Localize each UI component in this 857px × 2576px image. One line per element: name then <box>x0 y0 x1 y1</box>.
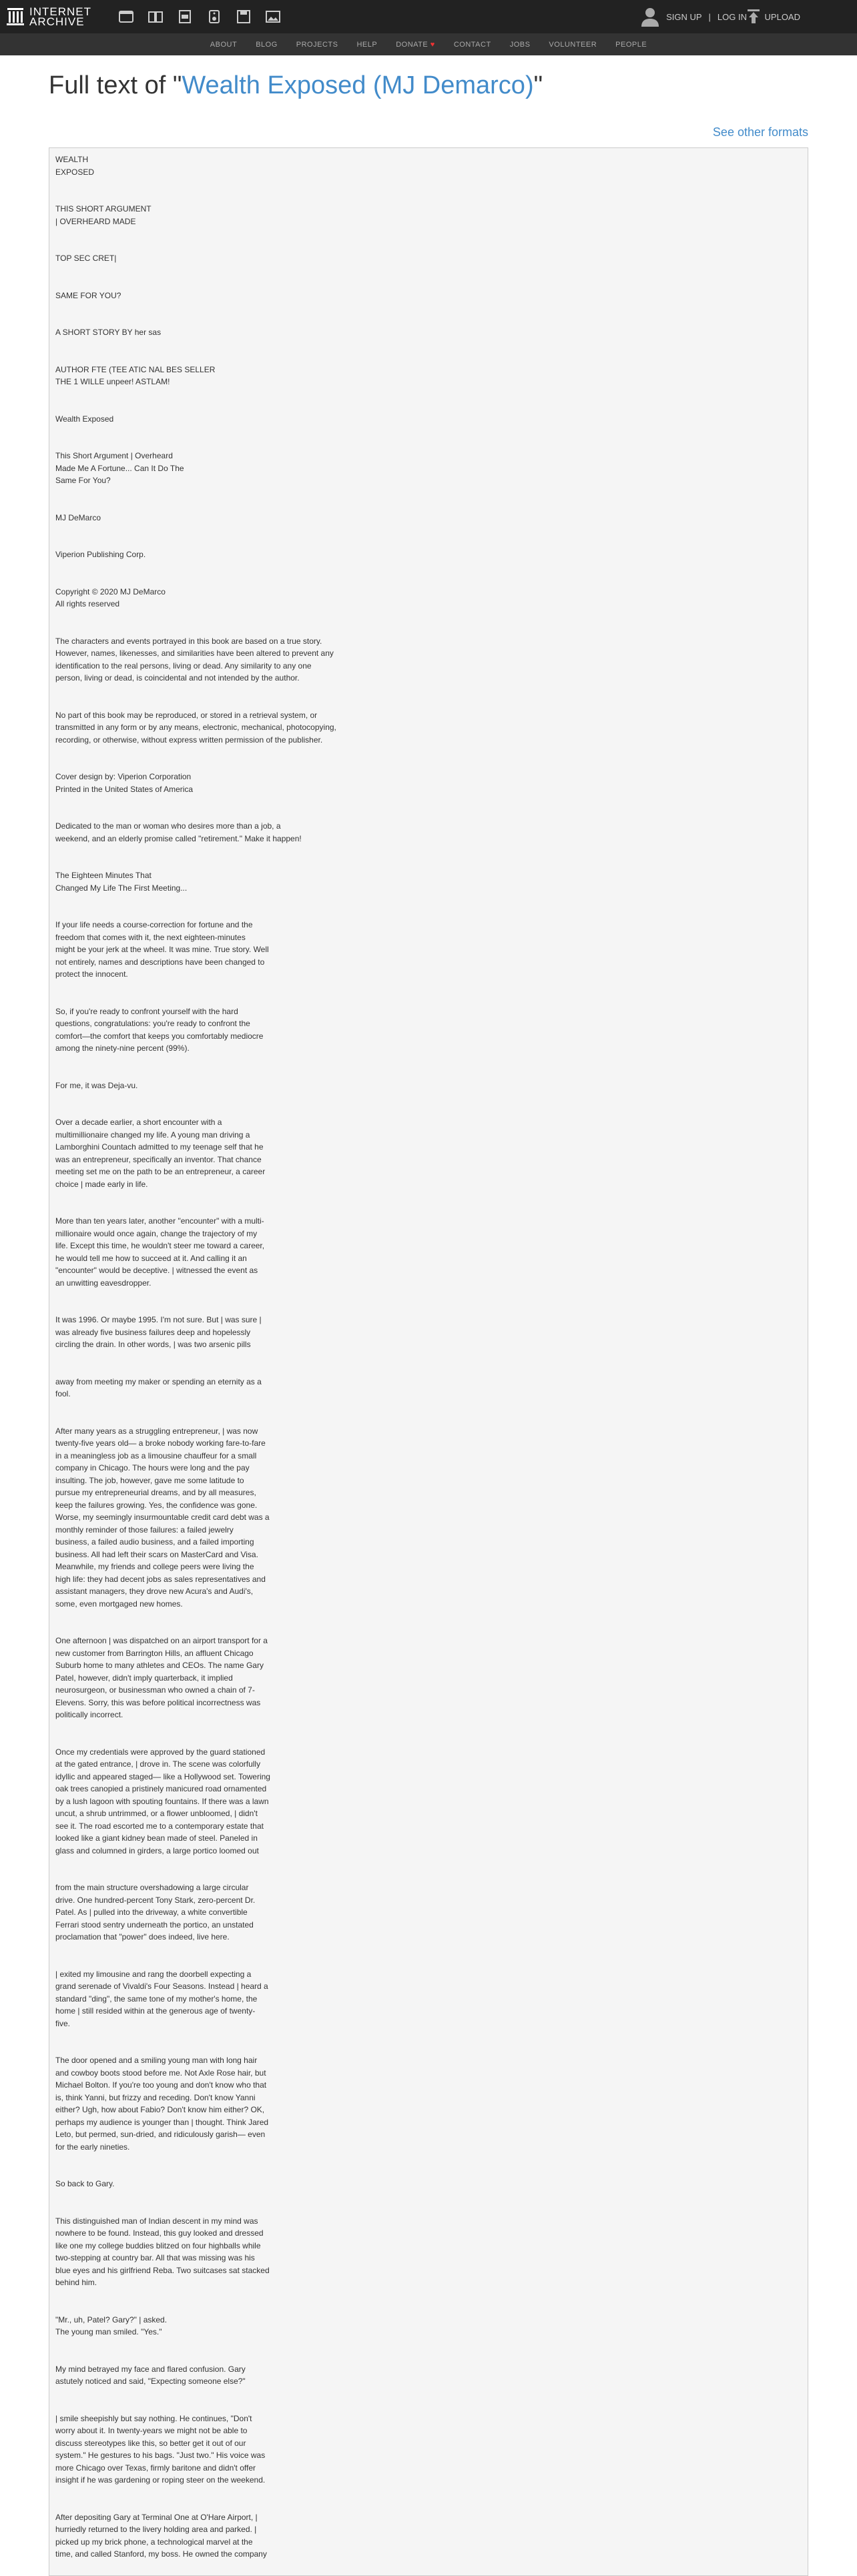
text-paragraph: TOP SEC CRET| <box>55 254 117 263</box>
nav-about[interactable]: ABOUT <box>210 40 238 49</box>
nav-donate[interactable] <box>396 41 435 49</box>
user-area <box>641 0 747 33</box>
text-paragraph: away from meeting my maker or spending an eternity as a fool. <box>55 1376 262 1398</box>
text-paragraph: If your life needs a course-correction for fortune and the freedom that comes with it, the next eighteen-minutes might be your jerk at the wheel. It was mine. True story. Well not entirely, names and descriptions have been changed to protect the innocent. <box>55 920 269 979</box>
text-paragraph: Copyright © 2020 MJ DeMarco All rights reserved <box>55 586 166 608</box>
nav-help[interactable]: HELP <box>356 40 378 49</box>
text-paragraph: For me, it was Deja-vu. <box>55 1080 138 1090</box>
full-text-box <box>49 147 808 2576</box>
text-paragraph: | smile sheepishly but say nothing. He continues, "Don't worry about it. In twenty-years we might not be able to discuss stereotypes like this, so better get it out of our system." He gestures to his bags. "Just two." His voice was more Chicago over Texas, firmly baritone and didn't offer insight if he was gardening or roping steer on the weekend. <box>55 2413 266 2485</box>
text-paragraph: After depositing Gary at Terminal One at O'Hare Airport, | hurriedly returned to the livery holding area and parked. | picked up my brick phone, a technological marvel at the time, and called Stanford, my boss. He owned the company <box>55 2512 267 2559</box>
signup-link[interactable]: SIGN UP <box>666 11 702 22</box>
login-link[interactable]: LOG IN <box>717 11 747 22</box>
upload-icon <box>748 9 760 24</box>
text-paragraph: Wealth Exposed <box>55 414 114 424</box>
nav-donate-label: DONATE <box>396 40 429 49</box>
logo-text <box>29 7 91 27</box>
nav-contact[interactable]: CONTACT <box>453 40 491 49</box>
text-paragraph: WEALTH EXPOSED <box>55 155 95 177</box>
see-other-formats-link[interactable]: See other formats <box>712 125 808 139</box>
logo[interactable] <box>7 7 91 27</box>
title-suffix: " <box>533 71 543 99</box>
text-paragraph: My mind betrayed my face and flared confusion. Gary astutely noticed and said, "Expecting someone else?" <box>55 2364 246 2386</box>
heart-icon: ♥ <box>430 40 435 49</box>
text-paragraph: So back to Gary. <box>55 2179 115 2188</box>
text-paragraph: Over a decade earlier, a short encounter with a multimillionaire changed my life. A young man driving a Lamborghini Countach admitted to my teenage self that he was an entrepreneur, specifically an inventor. That chance meeting set me on the path to be an entrepreneur, a career choice | made early in life. <box>55 1118 266 1189</box>
text-paragraph: The door opened and a smiling young man with long hair and cowboy boots stood before me. Not Axle Rose hair, but Michael Bolton. If you're too young and don't know who that is, think Yanni, but frizzy and receding. Don't know Yanni either? Ugh, how about Fabio? Don't know him either? OK, perhaps my audience is younger than | thought. Think Jared Leto, but permed, sun-dried, and ridiculously garish— even for the early nineties. <box>55 2056 269 2152</box>
images-icon[interactable] <box>265 9 281 24</box>
text-paragraph: "Mr., uh, Patel? Gary?" | asked. The young man smiled. "Yes." <box>55 2314 168 2336</box>
text-paragraph: So, if you're ready to confront yourself with the hard questions, congratulations: you're ready to confront the comfort—the comfort that keeps you comfortably mediocre among the ninety-nine percent (99%). <box>55 1006 264 1053</box>
text-paragraph: More than ten years later, another "encounter" with a multi- millionaire would once again, change the trajectory of my life. Except this time, he wouldn't steer me toward a career, he would tell me how to succeed at it. And calling it an "encounter" would be deceptive. | witnessed the event as an unwitting eavesdropper. <box>55 1216 265 1288</box>
text-paragraph: A SHORT STORY BY her sas <box>55 328 162 337</box>
text-paragraph: The Eighteen Minutes That Changed My Life The First Meeting... <box>55 871 188 893</box>
text-paragraph: No part of this book may be reproduced, or stored in a retrieval system, or transmitted in any form or by any means, electronic, mechanical, photocopying, recording, or otherwise, without express written permission of the publisher. <box>55 710 336 745</box>
nav-blog[interactable]: BLOG <box>256 40 278 49</box>
texts-icon[interactable] <box>148 9 164 24</box>
audio-icon[interactable] <box>206 9 222 24</box>
nav-volunteer[interactable]: VOLUNTEER <box>549 40 597 49</box>
auth-separator: | <box>708 11 711 22</box>
top-bar <box>0 0 857 33</box>
text-paragraph: AUTHOR FTE (TEE ATIC NAL BES SELLER THE 1 WILLE unpeer! ASTLAM! <box>55 364 216 386</box>
secondary-nav <box>0 33 857 55</box>
logo-line1: INTERNET <box>29 5 91 18</box>
web-icon[interactable] <box>118 9 134 24</box>
upload-label: UPLOAD <box>764 11 800 22</box>
text-paragraph: After many years as a struggling entrepreneur, | was now twenty-five years old— a broke nobody working fare-to-fare in a meaningless job as a limousine chauffeur for a small company in Chicago. The hours were long and the pay insulting. The job, however, gave me some latitude to pursue my entrepreneurial dreams, and by all measures, keep the failures growing. Yes, the confidence was gone. Worse, my seemingly insurmountable credit card debt was a monthly reminder of those failures: a failed jewelry business, a failed audio business, and a failed importing business. All had left their scars on MasterCard and Visa. Meanwhile, my friends and college peers were living the high life: they had decent jobs as sales representatives and assistant managers, they drove new Acura's and Audi's, some, even mortgaged new homes. <box>55 1426 270 1609</box>
software-icon[interactable] <box>236 9 252 24</box>
text-paragraph: | exited my limousine and rang the doorbell expecting a grand serenade of Vivaldi's Four Seasons. Instead | heard a standard "ding", the same tone of my mother's home, the home | still resided within at the generous age of twenty- five. <box>55 1969 268 2028</box>
text-paragraph: Dedicated to the man or woman who desires more than a job, a weekend, and an elderly promise called "retirement." Make it happen! <box>55 821 302 843</box>
logo-line2: ARCHIVE <box>29 15 85 28</box>
nav-people[interactable]: PEOPLE <box>615 40 647 49</box>
text-paragraph: Once my credentials were approved by the guard stationed at the gated entrance, | drove in. The scene was colorfully idyllic and appeared staged— like a Hollywood set. Towering oak trees canopied a pristinely manicured road ornamented by a lush lagoon with spouting fountains. If there was a lawn uncut, a shrub untrimmed, or a flower unbloomed, | didn't see it. The road escorted me to a contemporary estate that looked like a giant kidney bean made of steel. Paneled in glass and columned in girders, a large portico loomed out <box>55 1747 270 1855</box>
nav-projects[interactable]: PROJECTS <box>296 40 338 49</box>
nav-jobs[interactable]: JOBS <box>509 40 531 49</box>
text-paragraph: MJ DeMarco <box>55 512 101 522</box>
upload-button[interactable] <box>748 0 800 33</box>
text-paragraph: It was 1996. Or maybe 1995. I'm not sure. But | was sure | was already five business failures deep and hopelessly circling the drain. In other words, | was two arsenic pills <box>55 1315 262 1349</box>
text-paragraph: The characters and events portrayed in this book are based on a true story. However, names, likenesses, and similarities have been altered to prevent any identification to the real persons, living or dead. Any similarity to any one person, living or dead, is coincidental and not intended by the author. <box>55 636 334 683</box>
video-icon[interactable] <box>177 9 193 24</box>
text-paragraph: Viperion Publishing Corp. <box>55 550 146 559</box>
text-paragraph: THIS SHORT ARGUMENT | OVERHEARD MADE <box>55 204 152 226</box>
text-paragraph: from the main structure overshadowing a large circular drive. One hundred-percent Tony Stark, zero-percent Dr. Patel. As | pulled into the driveway, a white convertible Ferrari stood sentry underneath the portico, an unstated proclamation that "power" does indeed, live here. <box>55 1883 256 1942</box>
archive-building-icon <box>7 7 24 26</box>
title-link[interactable]: Wealth Exposed (MJ Demarco) <box>182 71 534 99</box>
text-paragraph: Cover design by: Viperion Corporation Printed in the United States of America <box>55 772 194 794</box>
title-prefix: Full text of " <box>49 71 182 99</box>
user-icon <box>641 7 659 27</box>
text-paragraph: SAME FOR YOU? <box>55 290 121 300</box>
text-paragraph: One afternoon | was dispatched on an airport transport for a new customer from Barrington Hills, an affluent Chicago Suburb home to many athletes and CEOs. The name Gary Patel, however, didn't imply quarterback, it implied neurosurgeon, or businessman who owned a chain of 7- Elevens. Sorry, this was before political incorrectness was politically incorrect. <box>55 1636 268 1719</box>
text-paragraph: This distinguished man of Indian descent in my mind was nowhere to be found. Instead, this guy looked and dressed like one my college buddies blitzed on four highballs while two-stepping at country bar. All that was missing was his blue eyes and his girlfriend Reba. Two suitcases sat stacked behind him. <box>55 2216 270 2287</box>
text-paragraph: This Short Argument | Overheard Made Me A Fortune... Can It Do The Same For You? <box>55 451 184 485</box>
page-title <box>49 71 857 100</box>
media-icons <box>118 9 281 24</box>
